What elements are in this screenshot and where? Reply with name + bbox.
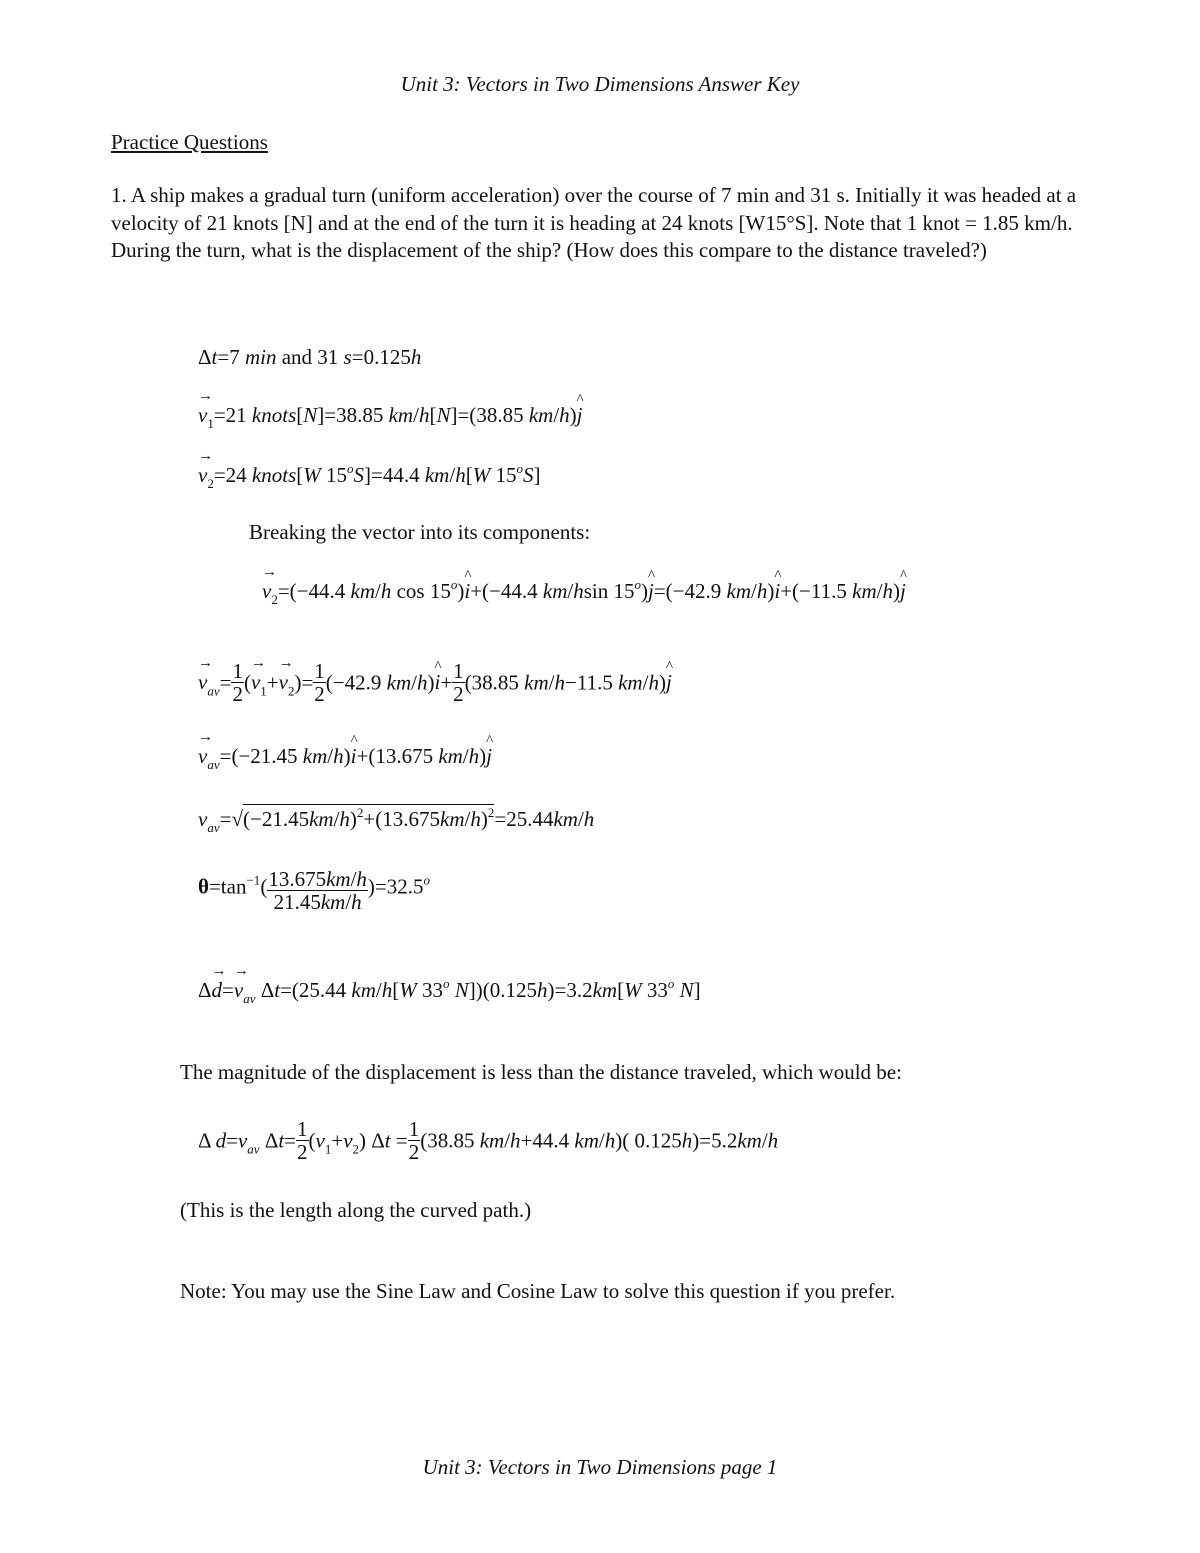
- equation-v1: → $v_1=21$ knots[N]=38.85 km/h[N]=(38.85 km/h)^ j: [198, 403, 583, 432]
- equation-theta: $\theta=\tan^{-1}$( $\frac{13.675km/h}{21.45km/h}$ )$=32.5^o$: [198, 867, 430, 914]
- question-text: 1. A ship makes a gradual turn (uniform acceleration) over the course of 7 min and 31 s. Initially it was headed at a velocity of 21 knots [N] and at the end of the turn it is heading at 24 knots [W15°S]. Note that 1 knot = 1.85 km/h. During the turn, what is the displacement of the ship? (How does this compare to the distance traveled?): [111, 183, 1077, 262]
- equation-vav-components: → $v_{av}=(-21.45$ km/h)^ i+(13.675 km/h)^ j: [198, 744, 492, 773]
- equation-vav-magnitude: $v_{av}=√(-21.45km/h)^2+(13.675km/h)^2=25.44km/h$: [198, 805, 595, 835]
- section-heading: Practice Questions: [111, 130, 268, 154]
- equation-displacement: $\Delta\to d=\to v_{av}$ Δt=(25.44 km/h[W 33$^o$ N])(0.125h)=3.2km[W 33$^o$ N]: [198, 976, 701, 1007]
- equation-v2: → $v_2=24$ knots[W $15^oS]=44.4$ km/h[W 15$^o$S]: [198, 461, 540, 492]
- equation-v2-components: → $v_2=(-44.4$ km/h cos 15$^o$)^ i+(−44.4 km/hsin 15$^o$)^ j=(−42.9 km/h)^ i+(−11.5 km/h)^ j: [262, 577, 906, 608]
- curved-path-note: (This is the length along the curved path.): [180, 1198, 532, 1222]
- equation-time: Δt=7 min and 31 s=0.125h: [198, 345, 422, 369]
- page-header: Unit 3: Vectors in Two Dimensions Answer Key: [400, 72, 800, 96]
- page-footer: Unit 3: Vectors in Two Dimensions page 1: [422, 1455, 778, 1479]
- breaking-text: Breaking the vector into its components:: [249, 520, 591, 544]
- equation-vav-sum: → $v_{av}=$ $\frac{1}{2}$ (→ $v_1+\to v_2)=$ $\frac{1}{2}$ (−42.9 km/h)^ i+ $\frac{1}{2}$ (38.85 km/h−11.5 km/h)^ j: [198, 662, 672, 707]
- final-note: Note: You may use the Sine Law and Cosine Law to solve this question if you prefer.: [180, 1279, 896, 1303]
- comparison-text: The magnitude of the displacement is less than the distance traveled, which would be:: [180, 1060, 902, 1084]
- equation-distance: Δ $d=v_{av}$ Δt= $\frac{1}{2}$ $(v_1+v_2) \Delta t$ = $\frac{1}{2}$ (38.85 km/h+44.4 km/h)( 0.125h)=5.2km/h: [198, 1117, 779, 1164]
